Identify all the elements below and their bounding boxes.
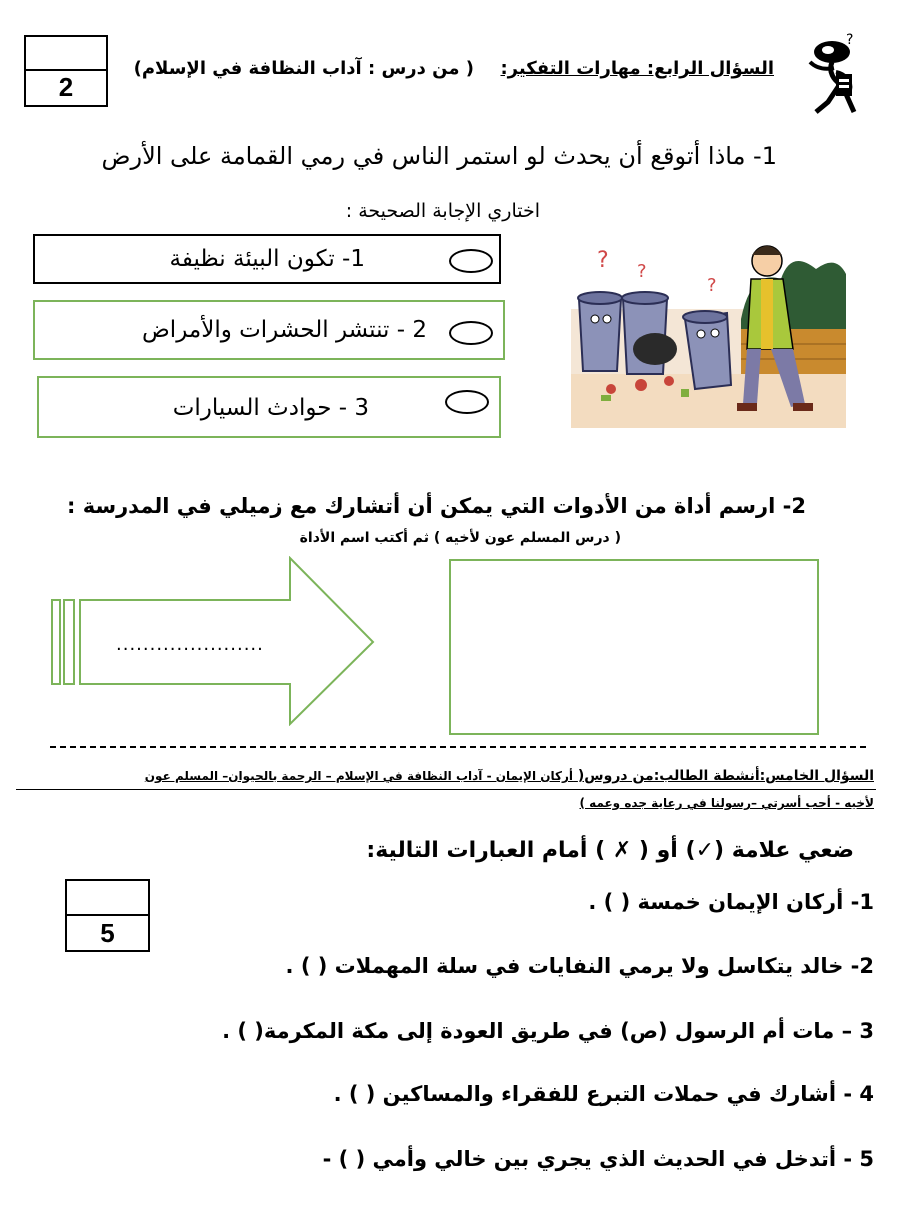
tool-name-blank[interactable]: ...................... (116, 634, 264, 655)
option-1-label: 1- تكون البيئة نظيفة (169, 246, 365, 272)
score-q4: 2 (58, 72, 74, 102)
svg-text:?: ? (846, 32, 854, 48)
option-1-radio[interactable] (449, 249, 493, 273)
q5-instruction: ضعي علامة (✓) أو ( ✗ ) أمام العبارات التالية: (366, 838, 854, 863)
drawing-box[interactable] (449, 559, 819, 735)
q5-title: السؤال الخامس:أنشطة الطالب:من دروس( (577, 768, 874, 784)
svg-text:?: ? (597, 248, 609, 273)
q4-title: السؤال الرابع: مهارات التفكير: (500, 58, 774, 79)
q4-lesson: ( من درس : آداب النظافة في الإسلام) (133, 58, 474, 79)
statement-2: 2- خالد يتكاسل ولا يرمي النفايات في سلة المهملات ( ) . (285, 954, 874, 978)
option-3-radio[interactable] (445, 390, 489, 414)
q4-question-2: 2- ارسم أداة من الأدوات التي يمكن أن أتشارك مع زميلي في المدرسة : (67, 494, 806, 518)
answer-option-1[interactable] (33, 234, 501, 284)
thinking-figure-icon (788, 32, 880, 118)
q4-instruction: اختاري الإجابة الصحيحة : (345, 200, 540, 222)
q4-question-1: 1- ماذا أتوقع أن يحدث لو استمر الناس في رمي القمامة على الأرض (101, 142, 777, 170)
answer-option-2[interactable] (33, 300, 505, 360)
section-divider (50, 746, 866, 748)
statement-3: 3 – مات أم الرسول (ص) في طريق العودة إلى مكة المكرمة( ) . (222, 1019, 874, 1043)
option-2-radio[interactable] (449, 321, 493, 345)
statement-1: 1- أركان الإيمان خمسة ( ) . (588, 890, 874, 914)
score-box-q4 (24, 35, 108, 107)
svg-text:?: ? (707, 275, 717, 296)
q5-title-line1 (145, 768, 874, 784)
score-q5: 5 (100, 917, 115, 948)
option-3-label: 3 - حوادث السيارات (172, 395, 369, 421)
q4-question-2-sub: ( درس المسلم عون لأخيه ) ثم أكتب اسم الأداة (299, 530, 621, 546)
q5-underline (16, 789, 876, 790)
option-2-label: 2 - تنتشر الحشرات والأمراض (142, 317, 427, 343)
svg-text:?: ? (637, 261, 647, 282)
q5-lessons-1: أركان الإيمان - آداب النظافة في الإسلام – الرحمة بالحيوان– المسلم عون (144, 769, 574, 783)
statement-5: 5 - أتدخل في الحديث الذي يجري بين خالي وأمي ( ) - (322, 1147, 874, 1171)
q5-lessons-2: لأخيه - أحب أسرتي –رسولنا في رعاية جده وعمه ) (579, 796, 874, 810)
answer-option-3[interactable] (37, 376, 501, 438)
statement-4: 4 - أشارك في حملات التبرع للفقراء والمساكين ( ) . (333, 1082, 874, 1106)
garbage-illustration (571, 199, 846, 428)
score-box-q5 (65, 879, 150, 952)
